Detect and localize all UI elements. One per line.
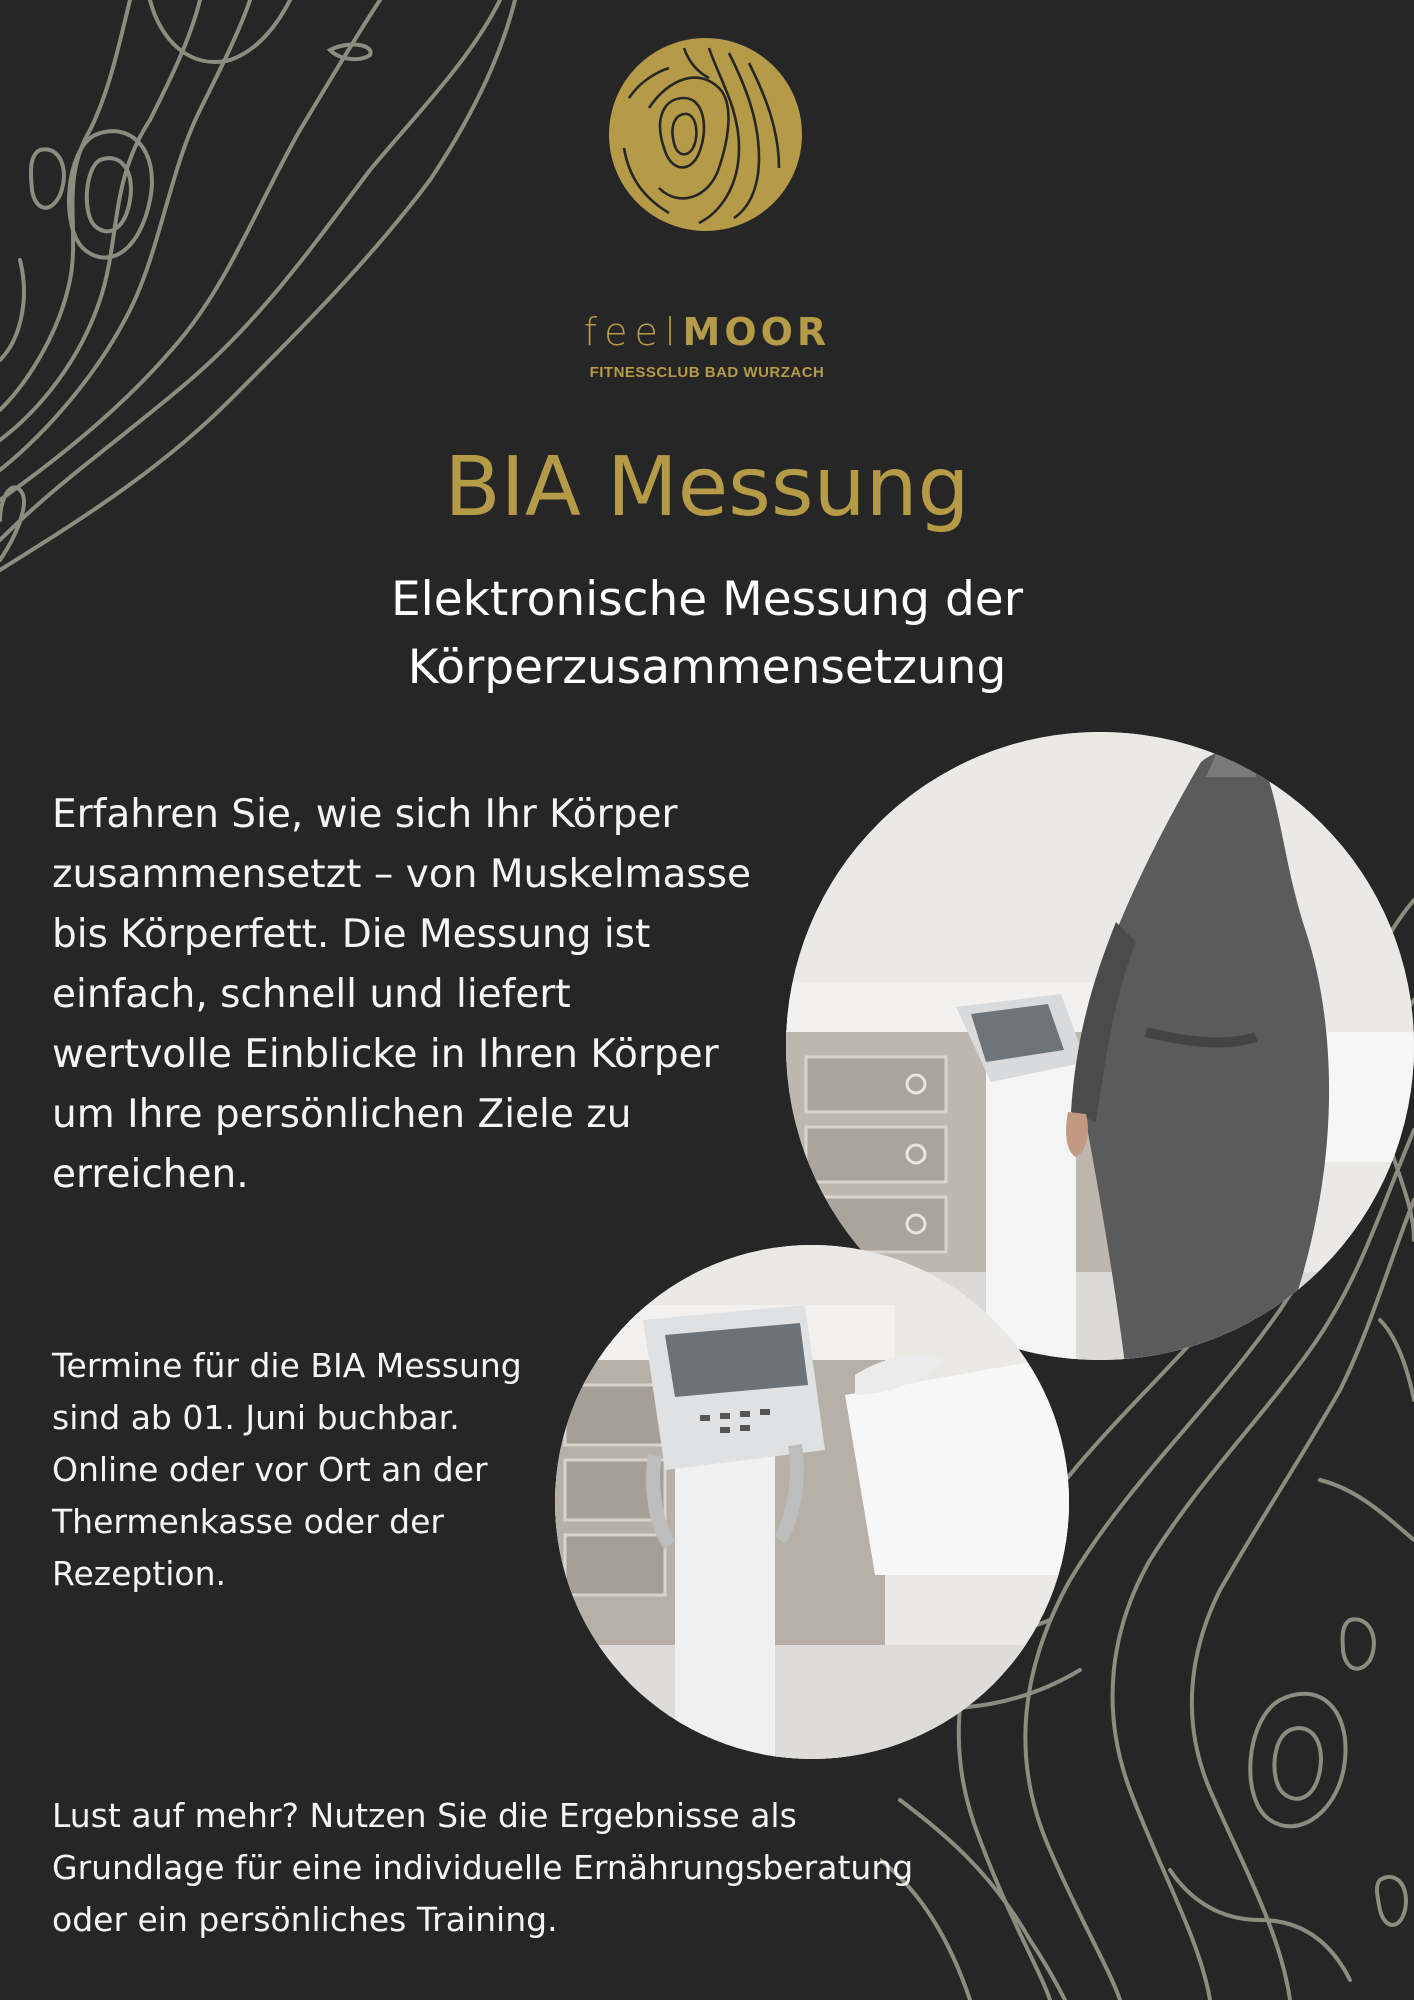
page-subtitle: Elektronische Messung der Körperzusammensetzung — [390, 572, 1024, 695]
brand-wordmark — [0, 310, 1414, 354]
brand-tagline: FITNESSCLUB BAD WURZACH — [589, 364, 825, 381]
brand-bold: MOOR — [682, 310, 831, 354]
brand-light: feel — [583, 310, 683, 354]
closing-paragraph: Lust auf mehr? Nutzen Sie die Ergebnisse als Grundlage für eine individuelle Ernährungsberatung oder ein persönliches Training. — [52, 1796, 914, 1939]
page-title: BIA Messung — [444, 440, 970, 535]
photo-bia-device — [555, 1245, 1069, 1759]
topographic-disc-icon — [609, 38, 802, 231]
booking-paragraph: Termine für die BIA Messung sind ab 01. Juni buchbar. Online oder vor Ort an der Thermenkasse oder der Rezeption. — [52, 1346, 522, 1593]
intro-paragraph: Erfahren Sie, wie sich Ihr Körper zusammensetzt – von Muskelmasse bis Körperfett. Die Messung ist einfach, schnell und liefert wertvolle Einblicke in Ihren Körper um Ihre persönlichen Ziele zu erreichen. — [52, 792, 752, 1197]
